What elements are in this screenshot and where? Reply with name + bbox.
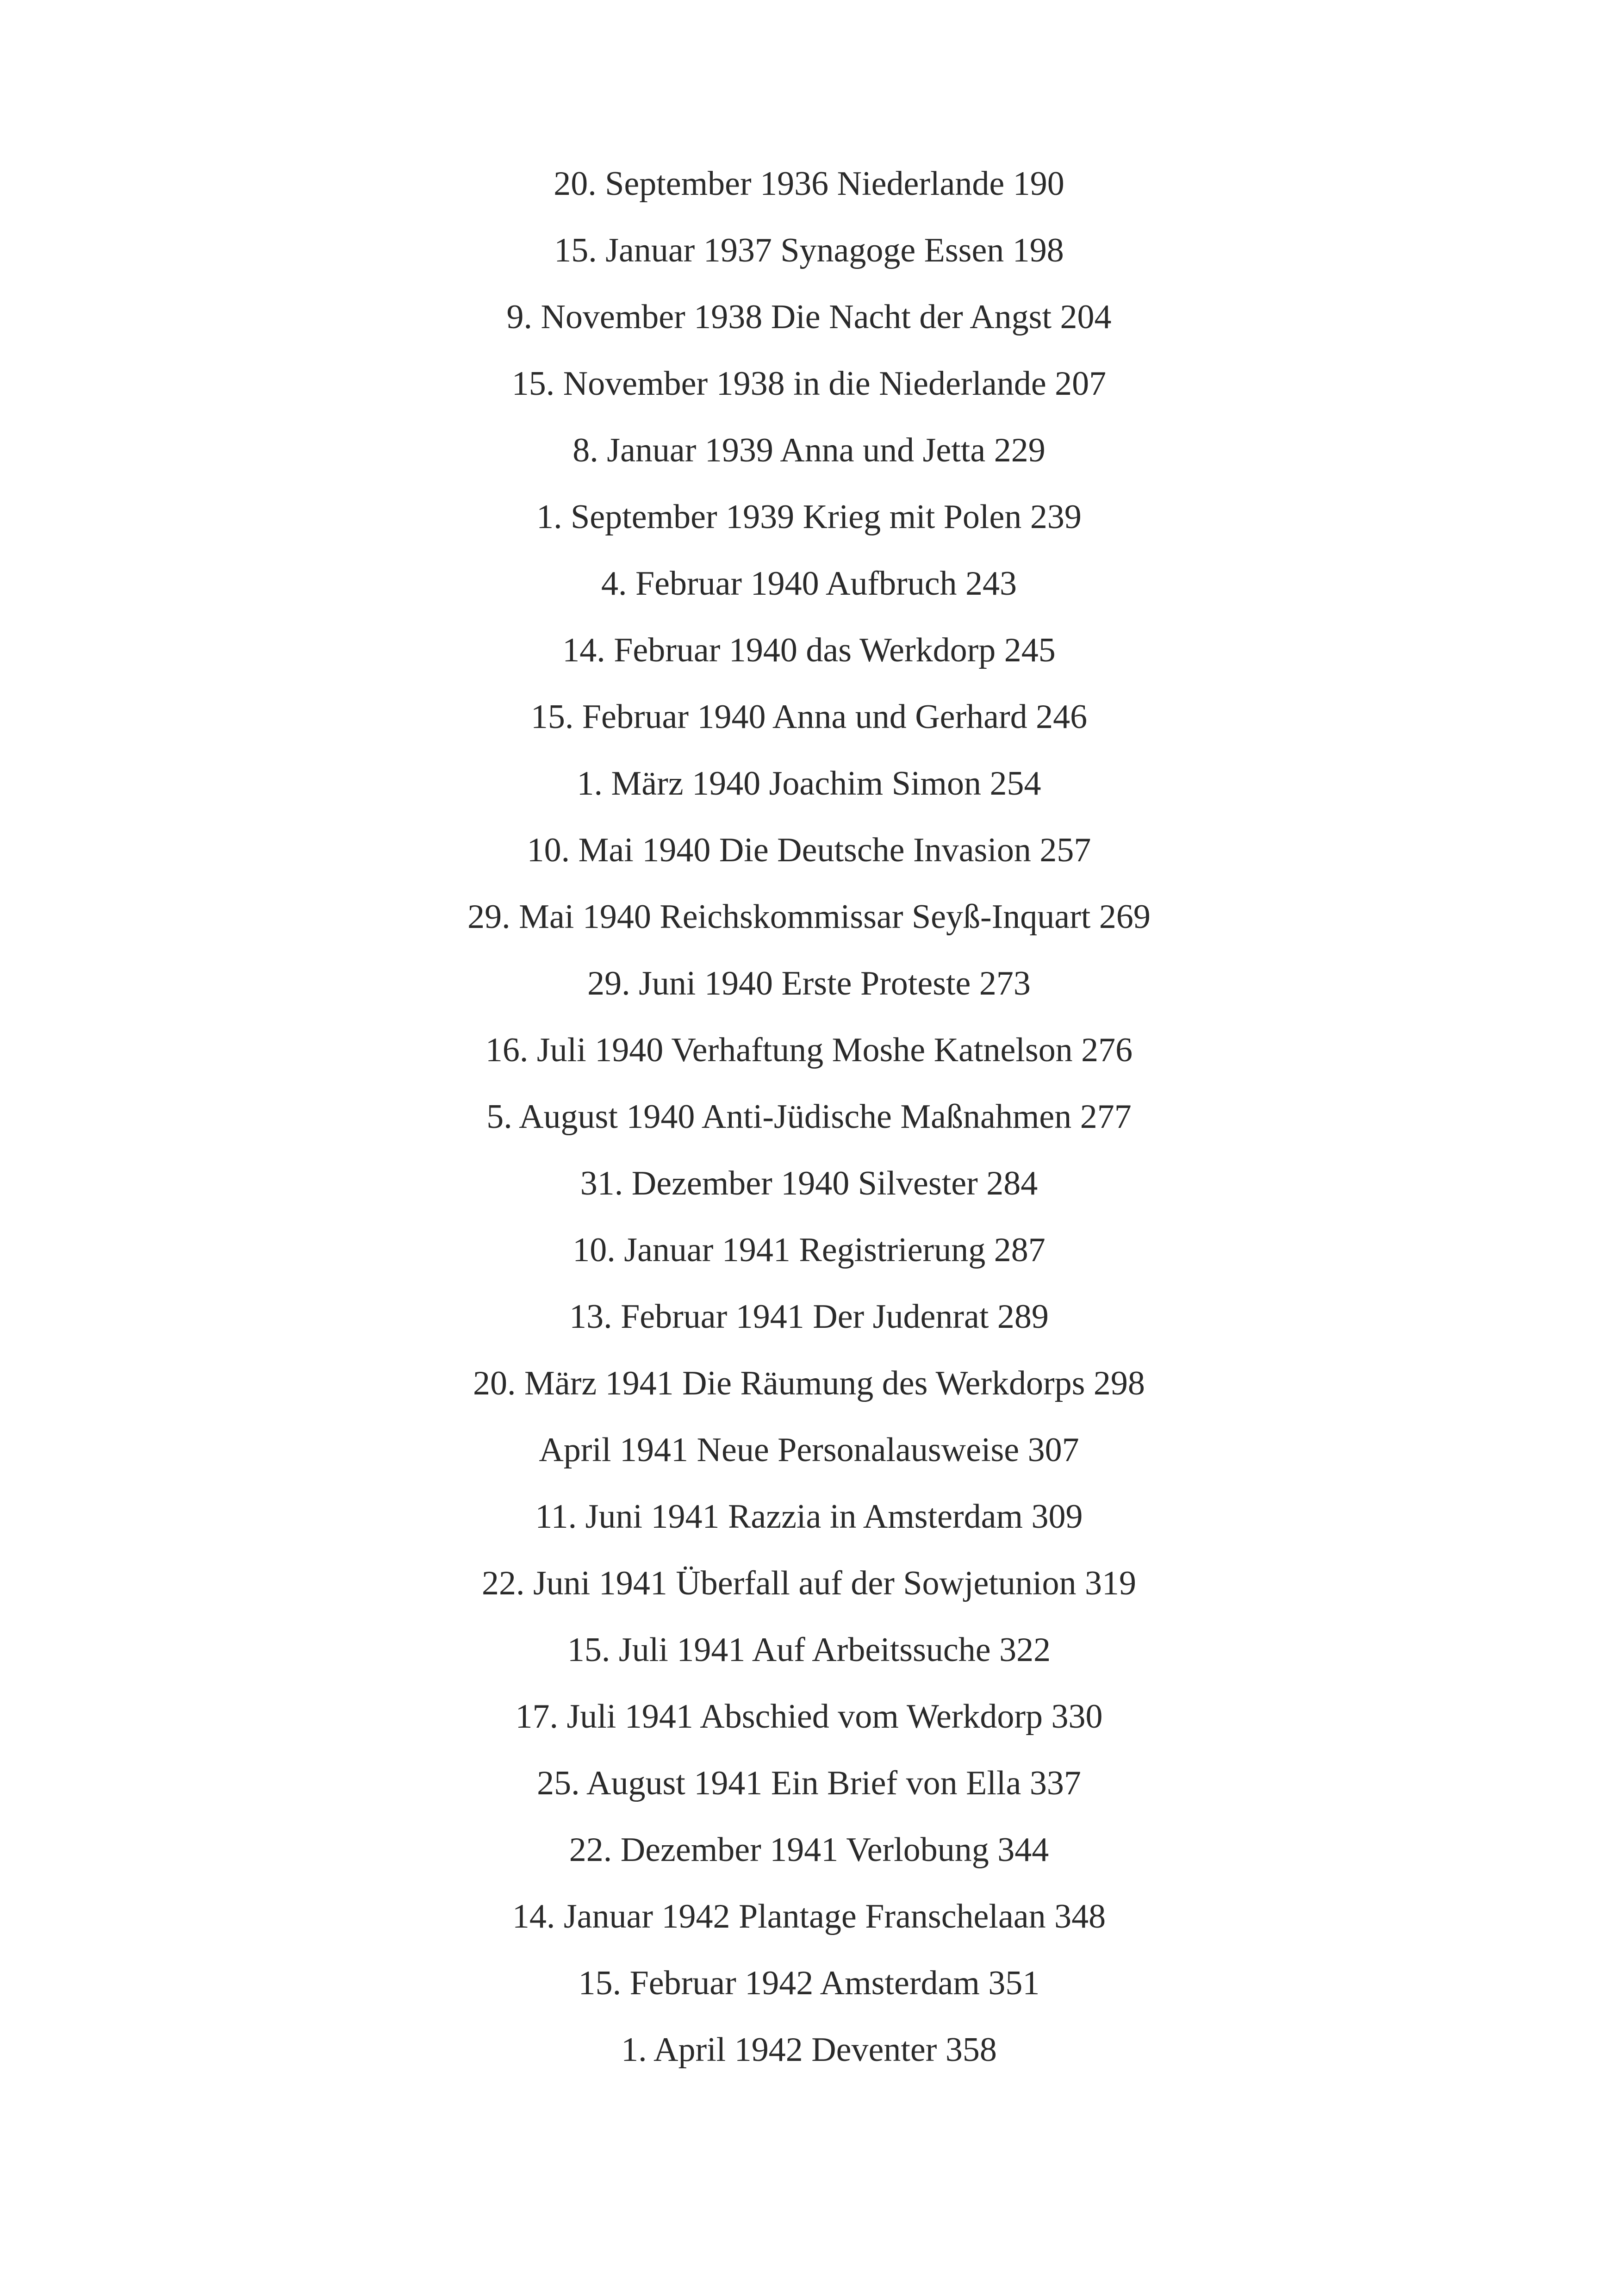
toc-entry: 22. Dezember 1941 Verlobung 344	[569, 1831, 1049, 1869]
toc-entry: 29. Juni 1940 Erste Proteste 273	[587, 964, 1031, 1002]
toc-entry: 16. Juli 1940 Verhaftung Moshe Katnelson 276	[485, 1031, 1133, 1069]
table-of-contents	[0, 150, 1618, 2083]
toc-entry: 15. Januar 1937 Synagoge Essen 198	[554, 231, 1064, 269]
toc-entry: 29. Mai 1940 Reichskommissar Seyß-Inquart 269	[467, 898, 1151, 936]
toc-entry: 1. April 1942 Deventer 358	[621, 2031, 997, 2069]
toc-entry: 15. November 1938 in die Niederlande 207	[511, 365, 1107, 403]
toc-entry: 22. Juni 1941 Überfall auf der Sowjetunion 319	[482, 1564, 1136, 1602]
toc-entry: 5. August 1940 Anti-Jüdische Maßnahmen 277	[486, 1098, 1132, 1136]
toc-entry: 15. Februar 1942 Amsterdam 351	[578, 1964, 1040, 2002]
toc-entry: 4. Februar 1940 Aufbruch 243	[601, 565, 1017, 603]
toc-entry: 20. September 1936 Niederlande 190	[554, 165, 1064, 203]
toc-entry: 11. Juni 1941 Razzia in Amsterdam 309	[535, 1498, 1083, 1536]
toc-entry: 13. Februar 1941 Der Judenrat 289	[569, 1298, 1049, 1336]
toc-entry: 10. Januar 1941 Registrierung 287	[573, 1231, 1045, 1269]
toc-entry: 8. Januar 1939 Anna und Jetta 229	[573, 431, 1045, 469]
toc-entry: 14. Januar 1942 Plantage Franschelaan 348	[512, 1898, 1106, 1935]
toc-entry: 15. Juli 1941 Auf Arbeitssuche 322	[567, 1631, 1051, 1669]
toc-entry: 1. September 1939 Krieg mit Polen 239	[536, 498, 1082, 536]
toc-entry: 10. Mai 1940 Die Deutsche Invasion 257	[527, 831, 1091, 869]
toc-entry: 20. März 1941 Die Räumung des Werkdorps 298	[473, 1364, 1145, 1402]
toc-entry: 15. Februar 1940 Anna und Gerhard 246	[530, 698, 1088, 736]
toc-entry: 31. Dezember 1940 Silvester 284	[580, 1164, 1038, 1202]
toc-entry: 14. Februar 1940 das Werkdorp 245	[562, 631, 1056, 669]
toc-entry: 9. November 1938 Die Nacht der Angst 204	[506, 298, 1112, 336]
toc-entry: 17. Juli 1941 Abschied vom Werkdorp 330	[515, 1698, 1103, 1736]
toc-entry: April 1941 Neue Personalausweise 307	[539, 1431, 1079, 1469]
toc-entry: 1. März 1940 Joachim Simon 254	[577, 765, 1041, 803]
toc-entry: 25. August 1941 Ein Brief von Ella 337	[537, 1764, 1081, 1802]
